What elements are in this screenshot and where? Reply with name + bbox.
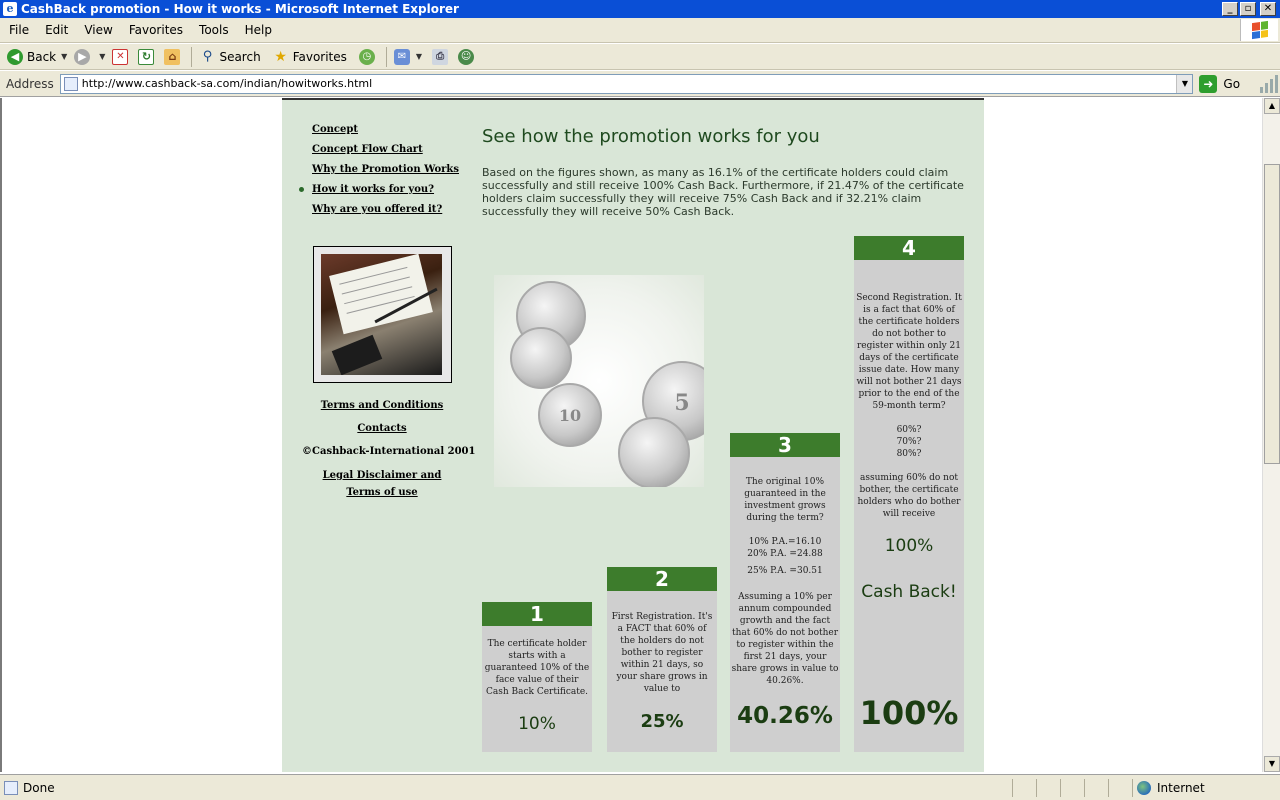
go-button[interactable]: [1199, 75, 1240, 93]
address-label: Address: [6, 76, 54, 91]
step-3-text2: 10% P.A.=16.10: [748, 537, 822, 547]
step-3-text4: 25% P.A. =30.51: [747, 566, 823, 576]
address-bar: [0, 71, 1280, 97]
organizer-photo-frame: [313, 246, 452, 383]
coin-10-icon: 10: [538, 383, 602, 447]
window-title: CashBack promotion - How it works - Microsoft Internet Explorer: [21, 2, 459, 16]
menu-bar: [0, 18, 1280, 43]
step-2-number: 2: [607, 567, 717, 591]
step-4-sub-percent: 100%: [884, 536, 934, 556]
messenger-button[interactable]: [455, 46, 481, 68]
address-field[interactable]: [60, 74, 1194, 94]
step-2-column: [607, 567, 717, 752]
links-icon[interactable]: [1260, 75, 1280, 93]
security-zone[interactable]: [1132, 779, 1280, 797]
menu-tools[interactable]: Tools: [199, 23, 229, 37]
step-4-cashback: Cash Back!: [861, 582, 957, 602]
forward-button[interactable]: [71, 46, 97, 68]
legal-disclaimer-line2: Terms of use: [346, 487, 418, 498]
refresh-button[interactable]: [135, 46, 161, 68]
status-cell: [1060, 779, 1084, 797]
active-bullet-icon: [299, 187, 304, 192]
step-1-percent: 10%: [518, 714, 556, 734]
back-button[interactable]: [4, 46, 59, 68]
coin-icon: [618, 417, 690, 487]
favorites-button[interactable]: [270, 46, 350, 68]
step-4-column: [854, 236, 964, 752]
page-done-icon: [4, 781, 18, 795]
step-4-number: 4: [854, 236, 964, 260]
refresh-icon: ↻: [138, 49, 154, 65]
status-text: Done: [23, 780, 55, 795]
go-arrow-icon: ➜: [1199, 75, 1217, 93]
search-icon: ⚲: [202, 49, 213, 64]
organizer-photo: [321, 254, 442, 375]
browser-viewport: [0, 98, 1262, 772]
step-4-option-60: 60%?: [896, 425, 922, 435]
nav-link-how-it-works-label: How it works for you?: [312, 184, 435, 195]
toolbar-separator: [386, 47, 387, 67]
menu-favorites[interactable]: Favorites: [128, 23, 184, 37]
nav-link-how-it-works[interactable]: [312, 184, 452, 196]
intro-paragraph: Based on the figures shown, as many as 16.1% of the certificate holders could claim successfully and still receive 100% Cash Back. Furthermore, if 21.47% of the certificate holders claim successfully they will receive 75% Cash Back and if 32.21% claim successfully they will receive 50% Cash Back.: [482, 166, 964, 218]
step-1-column: [482, 602, 592, 752]
legal-disclaimer-line1: Legal Disclaimer and: [322, 470, 442, 481]
nav-link-why-offered[interactable]: Why are you offered it?: [312, 204, 443, 215]
step-4-option-70: 70%?: [896, 437, 922, 447]
print-icon: ⎙: [432, 49, 448, 65]
ie-icon: e: [3, 2, 17, 16]
nav-link-why-promotion-works[interactable]: Why the Promotion Works: [312, 164, 459, 175]
menu-help[interactable]: Help: [244, 23, 272, 37]
print-button[interactable]: [429, 46, 455, 68]
step-3-column: [730, 433, 840, 752]
nav-link-concept[interactable]: Concept: [312, 124, 358, 135]
go-label: Go: [1223, 76, 1241, 91]
contacts-link[interactable]: Contacts: [357, 423, 407, 434]
legal-disclaimer-link[interactable]: [302, 467, 462, 501]
status-cell: [1036, 779, 1060, 797]
step-4-option-80: 80%?: [896, 449, 922, 459]
page-title: See how the promotion works for you: [482, 126, 820, 147]
toolbar-separator: [191, 47, 192, 67]
menu-edit[interactable]: Edit: [45, 23, 69, 37]
mail-dropdown-icon: ▼: [415, 52, 423, 61]
step-1-number: 1: [482, 602, 592, 626]
page-icon: [64, 77, 78, 91]
step-4-text1: Second Registration. It is a fact that 60% of the certificate holders do not bother to register within only 21 days of the certificate issue date. How many will not bother 21 days prior to the end of the 59-month term?: [856, 293, 962, 411]
maximize-button[interactable]: ▫: [1240, 2, 1256, 16]
back-dropdown-icon[interactable]: ▼: [61, 52, 68, 61]
mail-button[interactable]: [391, 46, 429, 68]
scroll-down-icon[interactable]: ▼: [1264, 756, 1280, 772]
windows-logo-icon: [1240, 19, 1278, 41]
coin-5-icon: 5: [642, 361, 704, 441]
status-cell: [1108, 779, 1132, 797]
nav-link-concept-flow-chart[interactable]: Concept Flow Chart: [312, 144, 423, 155]
back-arrow-icon: ◀: [7, 49, 23, 65]
forward-arrow-icon: ▶: [74, 49, 90, 65]
address-url[interactable]: http://www.cashback-sa.com/indian/howitworks.html: [81, 77, 373, 90]
search-button[interactable]: [196, 46, 263, 68]
forward-dropdown-icon[interactable]: ▼: [99, 52, 106, 61]
step-4-percent: 100%: [859, 694, 959, 732]
coin-icon: [510, 327, 572, 389]
toolbar: [0, 44, 1280, 70]
web-page: [282, 98, 984, 772]
footer-links: [302, 400, 476, 512]
address-dropdown-icon[interactable]: ▼: [1176, 75, 1192, 93]
step-2-text: First Registration. It's a FACT that 60% of the holders do not bother to register within 21 days, so your share grows in value to: [611, 612, 713, 694]
terms-link[interactable]: Terms and Conditions: [320, 400, 444, 411]
status-cell: [1084, 779, 1108, 797]
step-1-text: The certificate holder starts with a guaranteed 10% of the face value of their Cash Back Certificate.: [484, 639, 590, 697]
favorites-star-icon: ★: [274, 48, 287, 65]
history-button[interactable]: [356, 46, 382, 68]
status-cell: [1012, 779, 1036, 797]
status-bar: [0, 774, 1280, 800]
scroll-thumb[interactable]: [1264, 164, 1280, 464]
scroll-up-icon[interactable]: ▲: [1264, 98, 1280, 114]
messenger-icon: ☺: [458, 49, 474, 65]
step-3-text3: 20% P.A. =24.88: [747, 549, 823, 559]
home-icon: ⌂: [164, 49, 180, 65]
vertical-scrollbar[interactable]: [1262, 98, 1280, 772]
close-button[interactable]: ✕: [1260, 2, 1276, 16]
mail-icon: ✉: [394, 49, 410, 65]
minimize-button[interactable]: _: [1222, 2, 1238, 16]
favorites-label: Favorites: [292, 49, 347, 64]
step-3-text1: The original 10% guaranteed in the investment grows during the term?: [744, 477, 826, 523]
stop-button[interactable]: [109, 46, 135, 68]
search-label: Search: [219, 49, 261, 64]
zone-label: Internet: [1157, 780, 1205, 795]
coins-image: [494, 275, 704, 487]
title-bar: [0, 0, 1280, 18]
step-3-text5: Assuming a 10% per annum compounded growth and the fact that 60% do not bother to register within the first 21 days, your share grows in value to 40.26%.: [731, 592, 839, 686]
menu-file[interactable]: File: [9, 23, 30, 37]
step-3-percent: 40.26%: [737, 703, 833, 729]
step-4-text2: assuming 60% do not bother, the certificate holders who do bother will receive: [857, 473, 961, 519]
menu-view[interactable]: View: [84, 23, 113, 37]
copyright-text: ©Cashback-International 2001: [302, 446, 476, 457]
home-button[interactable]: [161, 46, 187, 68]
internet-globe-icon: [1137, 781, 1151, 795]
history-icon: ◷: [359, 49, 375, 65]
back-label: Back: [27, 49, 57, 64]
stop-icon: ✕: [112, 49, 128, 65]
step-3-number: 3: [730, 433, 840, 457]
step-2-percent: 25%: [640, 711, 684, 732]
side-nav: [312, 124, 459, 224]
